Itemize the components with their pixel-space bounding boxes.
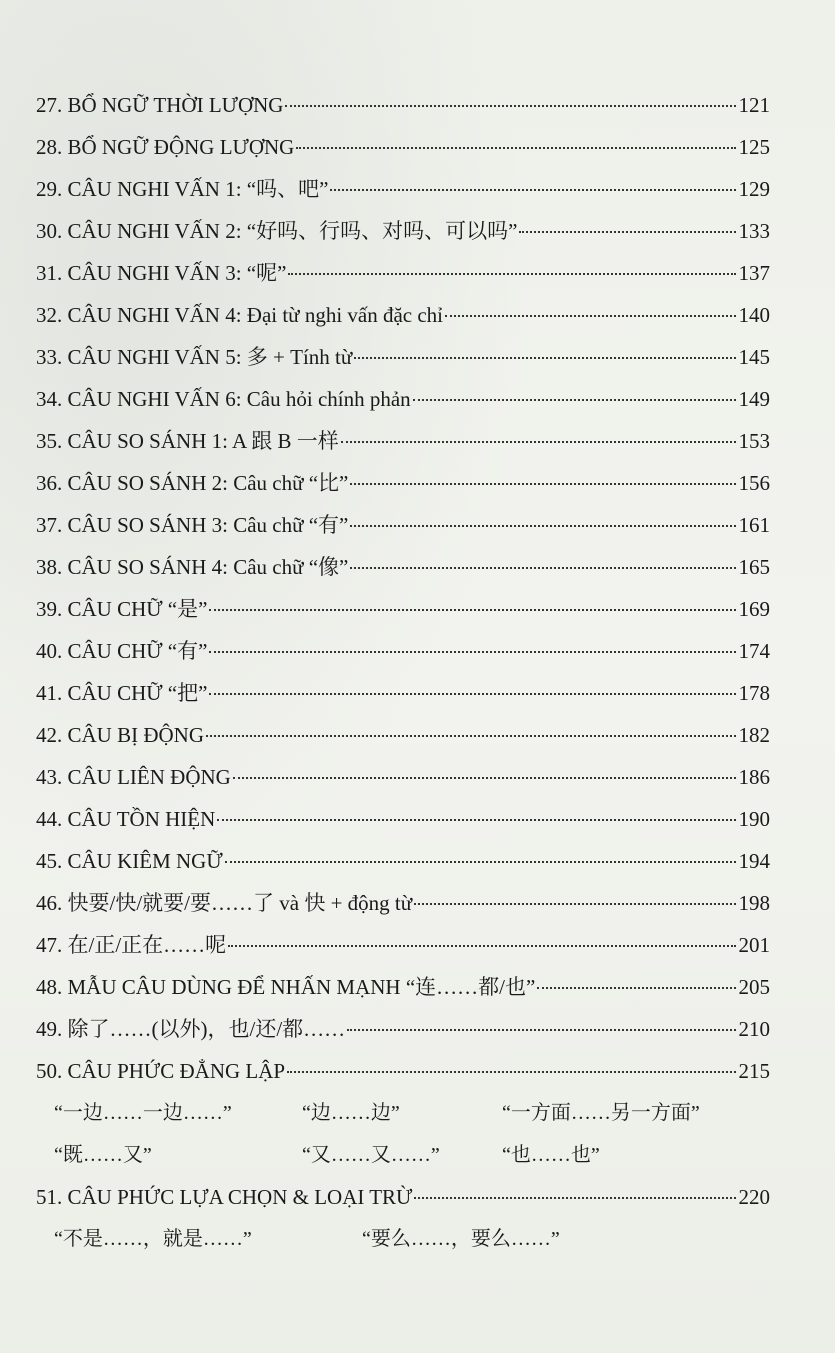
dot-leader bbox=[350, 525, 735, 527]
toc-entry-page: 153 bbox=[738, 429, 770, 453]
toc-entry-title: 35. CÂU SO SÁNH 1: A 跟 B 一样 bbox=[36, 429, 339, 453]
pattern-text: “也……也” bbox=[502, 1144, 600, 1166]
dot-leader bbox=[445, 315, 735, 317]
toc-entry-51 bbox=[36, 1176, 770, 1218]
toc-entry-31 bbox=[36, 252, 770, 294]
toc-entry-title: 49. 除了……(以外)，也/还/都…… bbox=[36, 1017, 346, 1041]
toc-entry-page: 133 bbox=[738, 219, 770, 243]
toc-entry-27 bbox=[36, 84, 770, 126]
toc-entry-page: 220 bbox=[738, 1185, 770, 1209]
toc-entry-title: 32. CÂU NGHI VẤN 4: Đại từ nghi vấn đặc chỉ bbox=[36, 303, 444, 327]
table-of-contents bbox=[36, 84, 770, 1260]
pattern-row bbox=[36, 1218, 770, 1260]
toc-entry-43 bbox=[36, 756, 770, 798]
dot-leader bbox=[414, 1197, 735, 1199]
toc-entry-40 bbox=[36, 630, 770, 672]
toc-entry-title: 33. CÂU NGHI VẤN 5: 多 + Tính từ bbox=[36, 345, 353, 369]
dot-leader bbox=[341, 441, 736, 443]
dot-leader bbox=[209, 651, 735, 653]
toc-entry-38 bbox=[36, 546, 770, 588]
toc-entry-page: 190 bbox=[738, 807, 770, 831]
toc-entry-35 bbox=[36, 420, 770, 462]
toc-entry-33 bbox=[36, 336, 770, 378]
toc-entry-page: 149 bbox=[738, 387, 770, 411]
toc-entry-34 bbox=[36, 378, 770, 420]
toc-entry-page: 165 bbox=[738, 555, 770, 579]
toc-entry-47 bbox=[36, 924, 770, 966]
dot-leader bbox=[209, 609, 735, 611]
toc-entry-page: 215 bbox=[738, 1059, 770, 1083]
pattern-row bbox=[36, 1092, 770, 1134]
pattern-text: “一边……一边……” bbox=[54, 1102, 232, 1124]
toc-entry-title: 42. CÂU BỊ ĐỘNG bbox=[36, 723, 204, 747]
toc-entry-title: 40. CÂU CHỮ “有” bbox=[36, 639, 208, 663]
dot-leader bbox=[228, 945, 735, 947]
toc-entry-title: 39. CÂU CHỮ “是” bbox=[36, 597, 208, 621]
toc-entry-28 bbox=[36, 126, 770, 168]
toc-entry-32 bbox=[36, 294, 770, 336]
dot-leader bbox=[330, 189, 735, 191]
toc-entry-title: 47. 在/正/正在……呢 bbox=[36, 933, 227, 957]
toc-entry-page: 140 bbox=[738, 303, 770, 327]
toc-entry-41 bbox=[36, 672, 770, 714]
toc-entry-46 bbox=[36, 882, 770, 924]
toc-entry-42 bbox=[36, 714, 770, 756]
toc-entry-page: 198 bbox=[738, 891, 770, 915]
dot-leader bbox=[350, 567, 735, 569]
toc-entry-title: 44. CÂU TỒN HIỆN bbox=[36, 807, 216, 831]
toc-entry-title: 27. BỔ NGỮ THỜI LƯỢNG bbox=[36, 93, 284, 117]
toc-entry-title: 48. MẪU CÂU DÙNG ĐỂ NHẤN MẠNH “连……都/也” bbox=[36, 975, 536, 999]
toc-entry-page: 210 bbox=[738, 1017, 770, 1041]
toc-entry-48 bbox=[36, 966, 770, 1008]
dot-leader bbox=[209, 693, 735, 695]
dot-leader bbox=[217, 819, 735, 821]
toc-entry-title: 41. CÂU CHỮ “把” bbox=[36, 681, 208, 705]
toc-entry-title: 37. CÂU SO SÁNH 3: Câu chữ “有” bbox=[36, 513, 349, 537]
toc-entry-36 bbox=[36, 462, 770, 504]
toc-entry-45 bbox=[36, 840, 770, 882]
pattern-text: “不是……，就是……” bbox=[54, 1228, 252, 1250]
toc-entry-title: 34. CÂU NGHI VẤN 6: Câu hỏi chính phản bbox=[36, 387, 411, 411]
pattern-text: “一方面……另一方面” bbox=[502, 1102, 700, 1124]
toc-entry-37 bbox=[36, 504, 770, 546]
dot-leader bbox=[296, 147, 735, 149]
toc-entry-title: 29. CÂU NGHI VẤN 1: “吗、吧” bbox=[36, 177, 329, 201]
toc-entry-title: 50. CÂU PHỨC ĐẲNG LẬP bbox=[36, 1059, 286, 1083]
toc-entry-title: 28. BỔ NGỮ ĐỘNG LƯỢNG bbox=[36, 135, 295, 159]
toc-entry-title: 36. CÂU SO SÁNH 2: Câu chữ “比” bbox=[36, 471, 349, 495]
dot-leader bbox=[288, 273, 735, 275]
dot-leader bbox=[225, 861, 736, 863]
toc-entry-page: 156 bbox=[738, 471, 770, 495]
toc-entry-page: 194 bbox=[738, 849, 770, 873]
dot-leader bbox=[414, 903, 735, 905]
toc-entry-page: 145 bbox=[738, 345, 770, 369]
toc-entry-title: 30. CÂU NGHI VẤN 2: “好吗、行吗、对吗、可以吗” bbox=[36, 219, 518, 243]
toc-entry-page: 125 bbox=[738, 135, 770, 159]
toc-entry-page: 174 bbox=[738, 639, 770, 663]
dot-leader bbox=[354, 357, 735, 359]
dot-leader bbox=[413, 399, 736, 401]
toc-entry-page: 201 bbox=[738, 933, 770, 957]
toc-entry-39 bbox=[36, 588, 770, 630]
toc-entry-29 bbox=[36, 168, 770, 210]
toc-entry-30 bbox=[36, 210, 770, 252]
toc-entry-title: 45. CÂU KIÊM NGỮ bbox=[36, 849, 223, 873]
toc-entry-title: 46. 快要/快/就要/要……了 và 快 + động từ bbox=[36, 891, 413, 915]
toc-entry-49 bbox=[36, 1008, 770, 1050]
toc-entry-title: 31. CÂU NGHI VẤN 3: “呢” bbox=[36, 261, 287, 285]
dot-leader bbox=[206, 735, 736, 737]
toc-entry-page: 129 bbox=[738, 177, 770, 201]
toc-entry-44 bbox=[36, 798, 770, 840]
toc-entry-title: 38. CÂU SO SÁNH 4: Câu chữ “像” bbox=[36, 555, 349, 579]
dot-leader bbox=[519, 231, 735, 233]
toc-entry-page: 121 bbox=[738, 93, 770, 117]
toc-entry-50 bbox=[36, 1050, 770, 1092]
toc-entry-page: 137 bbox=[738, 261, 770, 285]
dot-leader bbox=[537, 987, 735, 989]
toc-entry-page: 205 bbox=[738, 975, 770, 999]
pattern-text: “边……边” bbox=[302, 1102, 400, 1124]
pattern-text: “既……又” bbox=[54, 1144, 152, 1166]
dot-leader bbox=[350, 483, 735, 485]
pattern-row bbox=[36, 1134, 770, 1176]
pattern-text: “又……又……” bbox=[302, 1144, 440, 1166]
dot-leader bbox=[285, 105, 735, 107]
dot-leader bbox=[233, 777, 736, 779]
toc-entry-page: 186 bbox=[738, 765, 770, 789]
pattern-text: “要么……，要么……” bbox=[362, 1228, 560, 1250]
toc-entry-page: 161 bbox=[738, 513, 770, 537]
toc-entry-page: 178 bbox=[738, 681, 770, 705]
toc-entry-page: 182 bbox=[738, 723, 770, 747]
dot-leader bbox=[347, 1029, 735, 1031]
dot-leader bbox=[287, 1071, 735, 1073]
toc-entry-title: 51. CÂU PHỨC LỰA CHỌN & LOẠI TRỪ bbox=[36, 1185, 413, 1209]
toc-entry-title: 43. CÂU LIÊN ĐỘNG bbox=[36, 765, 231, 789]
toc-entry-page: 169 bbox=[738, 597, 770, 621]
